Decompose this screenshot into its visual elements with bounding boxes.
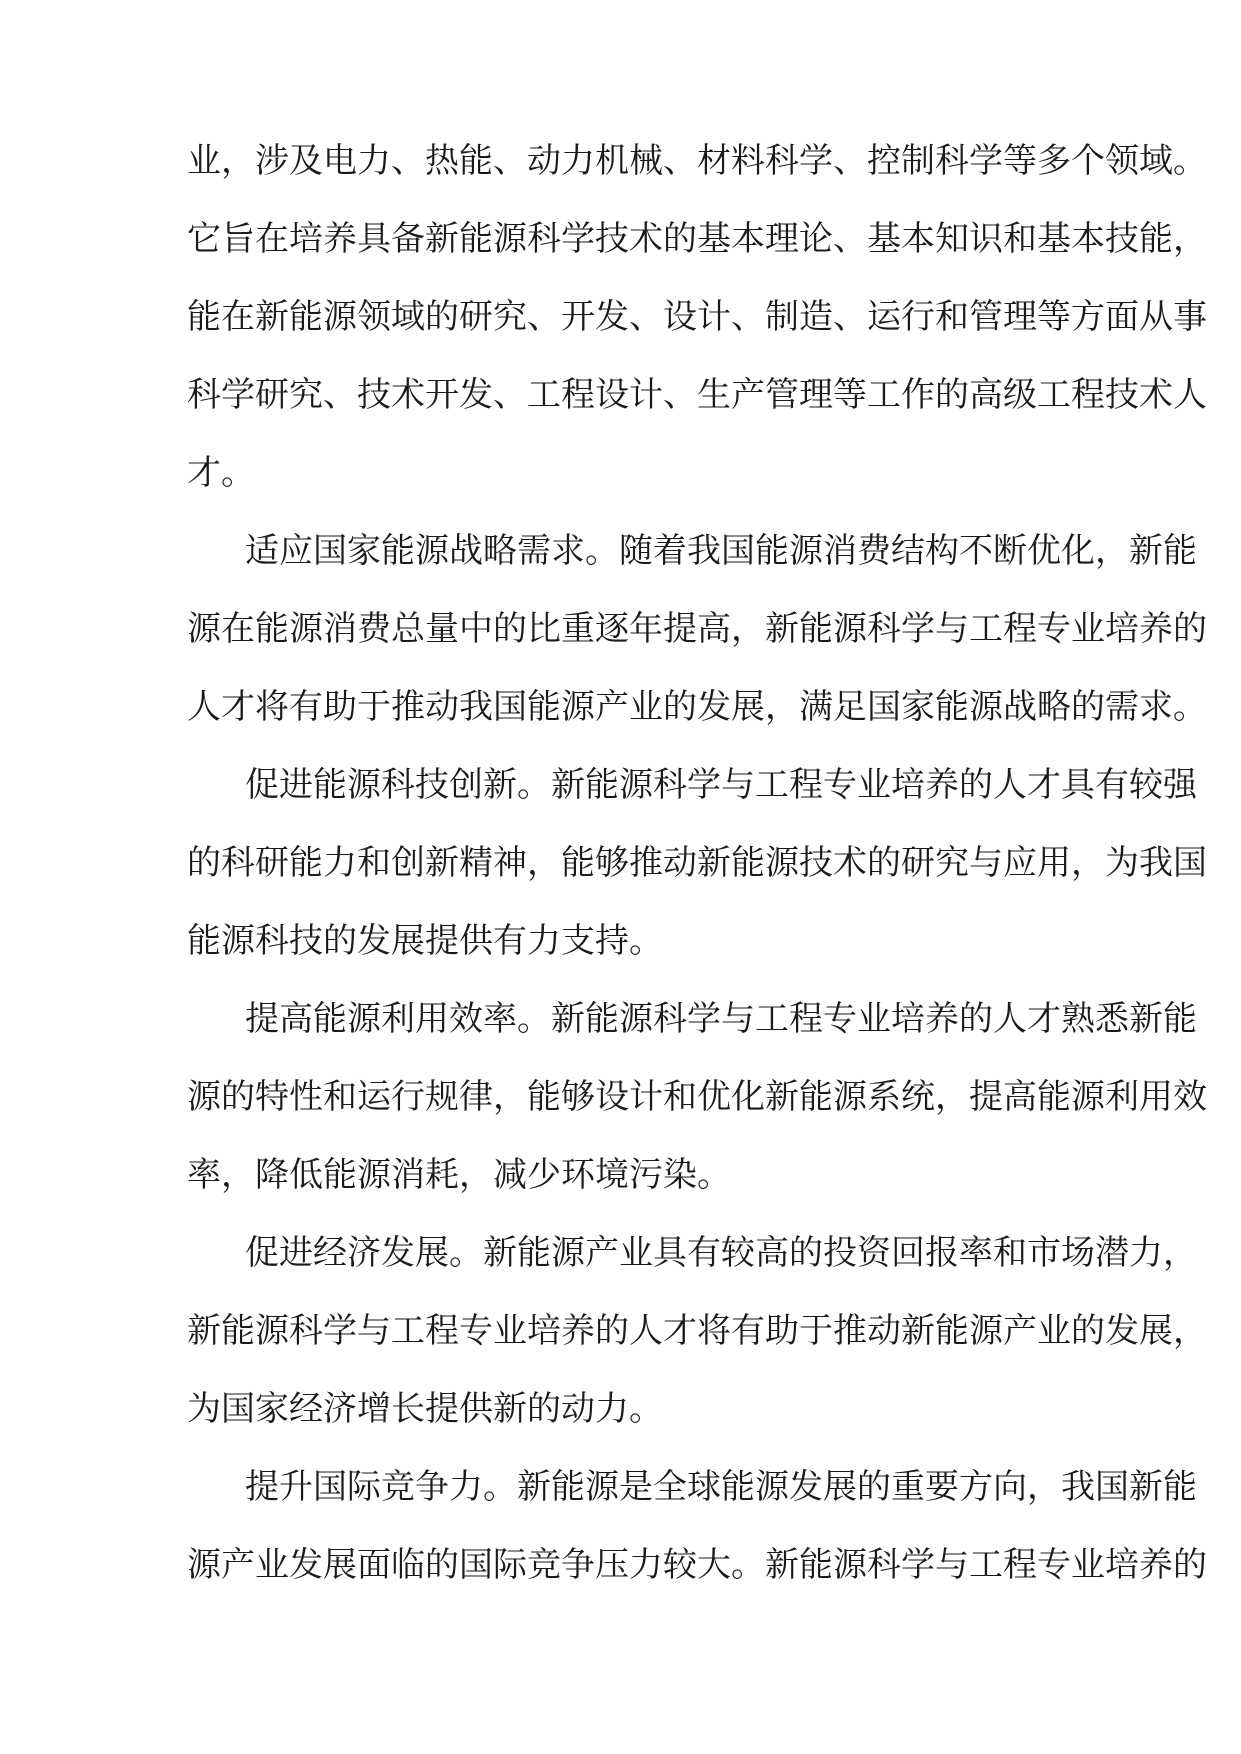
text-line: 能源科技的发展提供有力支持。 [187, 921, 663, 961]
text-line: 科学研究、技术开发、工程设计、生产管理等工作的高级工程技术人 [187, 375, 1207, 415]
text-line: 业，涉及电力、热能、动力机械、材料科学、控制科学等多个领域。 [187, 141, 1207, 181]
paragraph-first-line: 促进能源科技创新。新能源科学与工程专业培养的人才具有较强 [245, 765, 1197, 805]
text-line: 率，降低能源消耗，减少环境污染。 [187, 1155, 731, 1195]
text-line: 人才将有助于推动我国能源产业的发展，满足国家能源战略的需求。 [187, 687, 1207, 727]
text-line: 的科研能力和创新精神，能够推动新能源技术的研究与应用，为我国 [187, 843, 1207, 883]
text-line: 它旨在培养具备新能源科学技术的基本理论、基本知识和基本技能， [187, 219, 1207, 259]
text-line: 能在新能源领域的研究、开发、设计、制造、运行和管理等方面从事 [187, 297, 1207, 337]
text-line: 源在能源消费总量中的比重逐年提高，新能源科学与工程专业培养的 [187, 609, 1207, 649]
text-line: 源的特性和运行规律，能够设计和优化新能源系统，提高能源利用效 [187, 1077, 1207, 1117]
document-body [187, 141, 1207, 1624]
text-line: 才。 [187, 453, 255, 493]
paragraph-first-line: 适应国家能源战略需求。随着我国能源消费结构不断优化，新能 [245, 531, 1197, 571]
paragraph-first-line: 提升国际竞争力。新能源是全球能源发展的重要方向，我国新能 [245, 1467, 1197, 1507]
paragraph-first-line: 提高能源利用效率。新能源科学与工程专业培养的人才熟悉新能 [245, 999, 1197, 1039]
paragraph-first-line: 促进经济发展。新能源产业具有较高的投资回报率和市场潜力， [245, 1233, 1197, 1273]
text-line: 源产业发展面临的国际竞争压力较大。新能源科学与工程专业培养的 [187, 1545, 1207, 1585]
text-line: 为国家经济增长提供新的动力。 [187, 1389, 663, 1429]
text-line: 新能源科学与工程专业培养的人才将有助于推动新能源产业的发展， [187, 1311, 1207, 1351]
